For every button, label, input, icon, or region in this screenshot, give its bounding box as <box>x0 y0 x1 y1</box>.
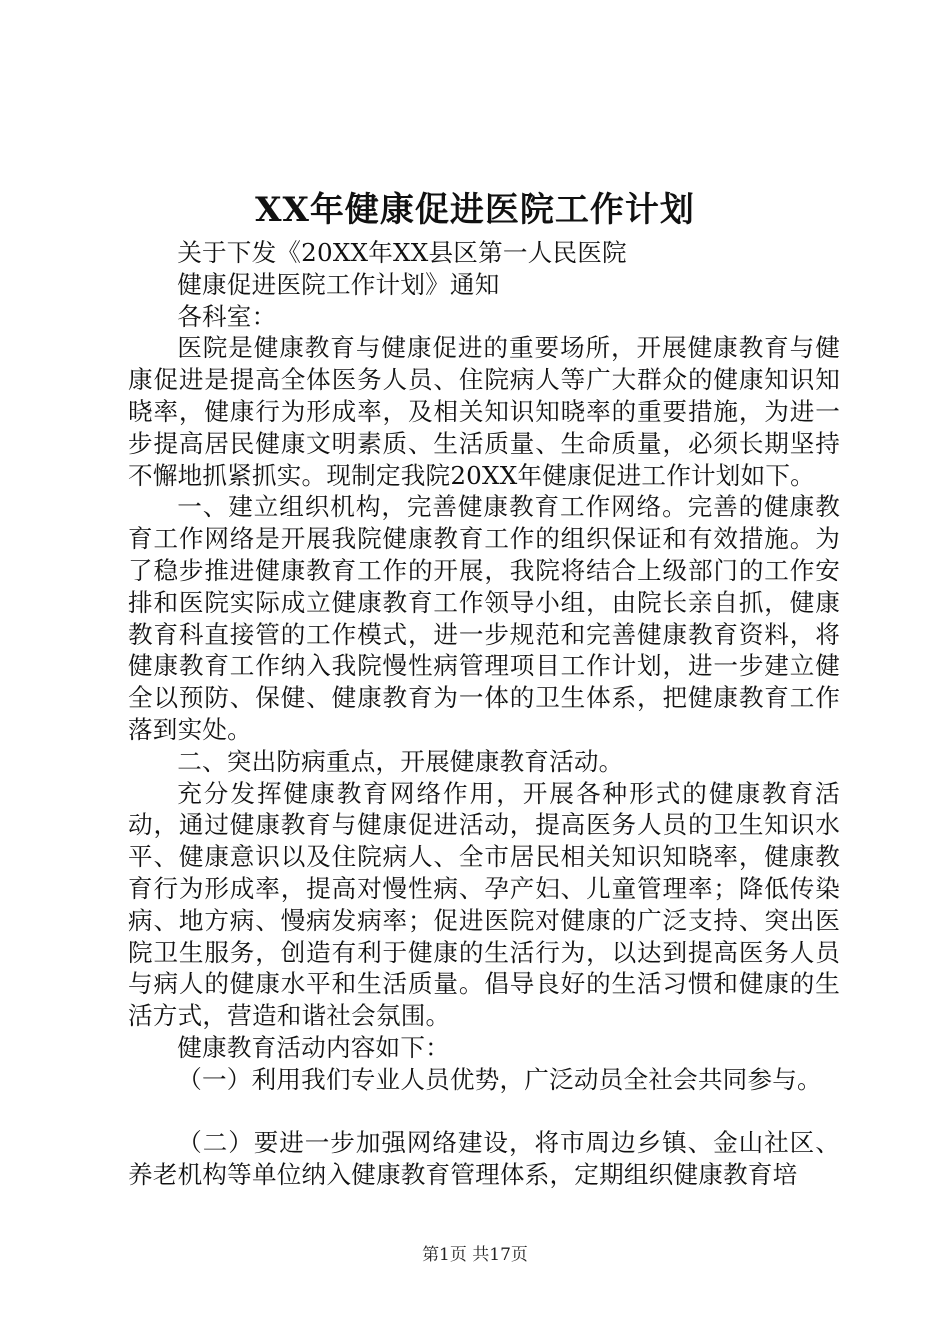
page-indicator: 第1页 共17页 <box>422 1245 528 1265</box>
section-2-heading: 二、突出防病重点，开展健康教育活动。 <box>177 746 624 776</box>
salutation: 各科室： <box>177 301 277 331</box>
activity-item-2: （二）要进一步加强网络建设，将市周边乡镇、金山社区、养老机构等单位纳入健康教育管理体系，定期组织健康教育培 <box>128 1128 840 1190</box>
activity-item-1: （一）利用我们专业人员优势，广泛动员全社会共同参与。 <box>177 1064 822 1094</box>
paragraph-section-1: 一、建立组织机构，完善健康教育工作网络。完善的健康教育工作网络是开展我院健康教育工作的组织保证和有效措施。为了稳步推进健康教育工作的开展，我院将结合上级部门的工作安排和医院实际成立健康教育工作领导小组，由院长亲自抓，健康教育科直接管的工作模式，进一步规范和完善健康教育资料，将健康教育工作纳入我院慢性病管理项目工作计划，进一步建立健全以预防、保健、健康教育为一体的卫生体系，把健康教育工作落到实处。 <box>128 492 840 744</box>
document-title: XX年健康促进医院工作计划 <box>255 190 695 230</box>
notice-heading-line-1: 关于下发《20XX年XX县区第一人民医院 <box>177 238 627 267</box>
activities-heading: 健康教育活动内容如下： <box>177 1032 450 1062</box>
document-body <box>128 237 840 1191</box>
notice-heading-line-2: 健康促进医院工作计划》通知 <box>177 269 500 299</box>
paragraph-intro: 医院是健康教育与健康促进的重要场所，开展健康教育与健康促进是提高全体医务人员、住院病人等广大群众的健康知识知晓率，健康行为形成率，及相关知识知晓率的重要措施，为进一步提高居民健康文明素质、生活质量、生命质量，必须长期坚持不懈地抓紧抓实。现制定我院20XX年健康促进工作计划如下。 <box>128 333 840 490</box>
paragraph-section-2: 充分发挥健康教育网络作用，开展各种形式的健康教育活动，通过健康教育与健康促进活动，提高医务人员的卫生知识水平、健康意识以及住院病人、全市居民相关知识知晓率，健康教育行为形成率，提高对慢性病、孕产妇、儿童管理率；降低传染病、地方病、慢病发病率；促进医院对健康的广泛支持、突出医院卫生服务，创造有利于健康的生活行为，以达到提高医务人员与病人的健康水平和生活质量。倡导良好的生活习惯和健康的生活方式，营造和谐社会氛围。 <box>128 778 840 1031</box>
